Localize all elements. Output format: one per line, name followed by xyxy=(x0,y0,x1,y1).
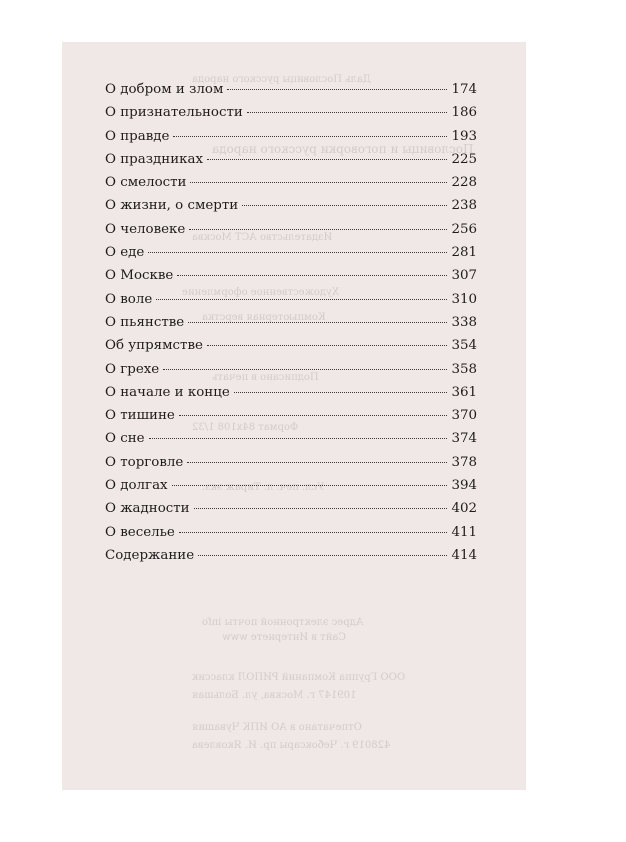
toc-entry-page: 411 xyxy=(451,524,477,540)
toc-entry-title: О грехе xyxy=(105,361,160,377)
toc-entry-page: 281 xyxy=(451,245,477,261)
dot-leader xyxy=(207,159,447,160)
toc-entry xyxy=(105,315,477,338)
toc-entry xyxy=(105,129,477,152)
toc-entry xyxy=(105,478,477,501)
bleed-through-text: Даль Пословицы русского народа Пословицы и поговорки русского народа Издательство АСТ Москва Художественное оформление Компьютерная верстка Подписано в печать Формат 84x108 1/32 Усл. печ. л. Тираж экз. Адрес электронной почты info Сайт в Интернете www ООО Группа Компаний РИПОЛ классик 109147 г. Москва, ул. Большая Отпечатано в АО ИПК Чувашия 428019 г. Чебоксары пр. И. Яковлева xyxy=(182,74,474,751)
toc-entry-title: Об упрямстве xyxy=(105,338,203,354)
toc-entry-page: 238 xyxy=(451,198,477,214)
toc-entry xyxy=(105,362,477,385)
dot-leader xyxy=(194,508,448,509)
dot-leader xyxy=(242,205,447,206)
toc-entry xyxy=(105,105,477,128)
dot-leader xyxy=(179,415,448,416)
dot-leader xyxy=(179,532,448,533)
toc-entry-title: О долгах xyxy=(105,478,168,494)
dot-leader xyxy=(156,299,447,300)
toc-entry xyxy=(105,245,477,268)
toc-entry-page: 374 xyxy=(451,431,477,447)
toc-entry-title: Содержание xyxy=(105,547,195,563)
toc-entry-page: 225 xyxy=(451,151,477,167)
toc-entry-page: 414 xyxy=(451,547,477,563)
dot-leader xyxy=(172,485,448,486)
dot-leader xyxy=(148,252,447,253)
toc-entry-title: О жизни, о смерти xyxy=(105,198,239,214)
table-of-contents xyxy=(105,82,477,571)
toc-entry xyxy=(105,408,477,431)
toc-entry-page: 394 xyxy=(451,478,477,494)
toc-entry-page: 361 xyxy=(451,384,477,400)
toc-entry-title: О торговле xyxy=(105,454,184,470)
toc-entry-title: О еде xyxy=(105,245,145,261)
toc-entry xyxy=(105,175,477,198)
toc-entry-page: 338 xyxy=(451,314,477,330)
dot-leader xyxy=(188,322,447,323)
toc-entry-page: 358 xyxy=(451,361,477,377)
toc-entry-page: 310 xyxy=(451,291,477,307)
toc-entry xyxy=(105,82,477,105)
toc-entry-page: 193 xyxy=(451,128,477,144)
toc-entry-title: О праздниках xyxy=(105,151,204,167)
dot-leader xyxy=(187,462,447,463)
dot-leader xyxy=(234,392,448,393)
toc-entry-title: О правде xyxy=(105,128,170,144)
toc-entry-page: 228 xyxy=(451,175,477,191)
toc-entry xyxy=(105,525,477,548)
toc-entry xyxy=(105,501,477,524)
toc-entry-page: 370 xyxy=(451,408,477,424)
toc-entry-title: О тишине xyxy=(105,408,175,424)
toc-entry-page: 256 xyxy=(451,221,477,237)
toc-entry-title: О смелости xyxy=(105,175,187,191)
toc-entry-title: О воле xyxy=(105,291,153,307)
dot-leader xyxy=(198,555,447,556)
dot-leader xyxy=(190,182,447,183)
dot-leader xyxy=(189,229,447,230)
dot-leader xyxy=(149,438,448,439)
dot-leader xyxy=(247,112,448,113)
book-page xyxy=(62,42,526,790)
toc-entry-title: О пьянстве xyxy=(105,314,185,330)
toc-entry xyxy=(105,152,477,175)
toc-entry xyxy=(105,455,477,478)
toc-entry xyxy=(105,431,477,454)
toc-entry-page: 186 xyxy=(451,105,477,121)
toc-entry xyxy=(105,338,477,361)
toc-entry-title: О человеке xyxy=(105,221,186,237)
dot-leader xyxy=(173,136,447,137)
toc-entry-page: 307 xyxy=(451,268,477,284)
toc-entry xyxy=(105,292,477,315)
toc-entry xyxy=(105,198,477,221)
toc-entry-title: О добром и злом xyxy=(105,82,224,97)
toc-entry-title: О начале и конце xyxy=(105,384,230,400)
toc-entry-title: О сне xyxy=(105,431,145,447)
toc-entry-page: 354 xyxy=(451,338,477,354)
toc-entry-page: 402 xyxy=(451,501,477,517)
dot-leader xyxy=(163,369,447,370)
dot-leader xyxy=(227,89,447,90)
dot-leader xyxy=(177,275,447,276)
toc-entry-page: 174 xyxy=(451,82,477,97)
toc-entry-title: О Москве xyxy=(105,268,174,284)
toc-entry xyxy=(105,268,477,291)
toc-entry-page: 378 xyxy=(451,454,477,470)
dot-leader xyxy=(207,345,448,346)
toc-entry xyxy=(105,385,477,408)
toc-entry xyxy=(105,222,477,245)
toc-entry-title: О жадности xyxy=(105,501,190,517)
toc-entry xyxy=(105,548,477,571)
toc-entry-title: О признательности xyxy=(105,105,243,121)
toc-entry-title: О веселье xyxy=(105,524,175,540)
